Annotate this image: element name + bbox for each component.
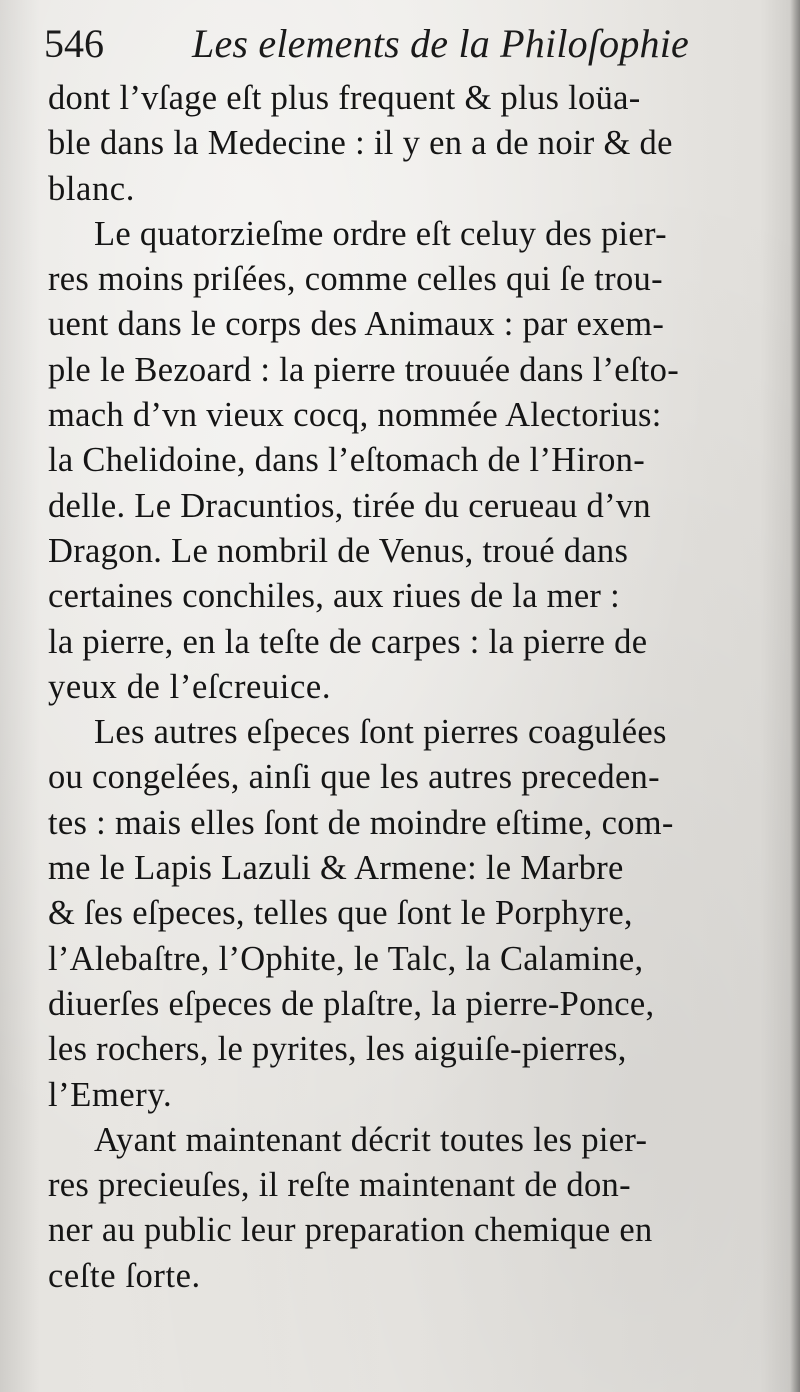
text-line: ou congelées, ainſi que les autres preceden- — [48, 758, 660, 797]
text-line: blanc. — [48, 169, 135, 208]
text-line: uent dans le corps des Animaux : par exem- — [48, 305, 665, 344]
text-line: l’Emery. — [48, 1075, 173, 1114]
text-line: yeux de l’eſcreuice. — [48, 667, 332, 706]
text-line: delle. Le Dracuntios, tirée du cerueau d’vn — [48, 486, 651, 525]
text-line: la pierre, en la teſte de carpes : la pierre de — [48, 622, 648, 661]
text-line: res moins priſées, comme celles qui ſe trou- — [48, 260, 663, 299]
text-line: certaines conchiles, aux riues de la mer : — [48, 577, 621, 616]
text-line: tes : mais elles ſont de moindre eſtime, com- — [48, 803, 674, 842]
page-number: 546 — [44, 21, 104, 66]
text-line: ple le Bezoard : la pierre trouuée dans l’eſto- — [48, 350, 679, 389]
paragraph-start-line: Le quatorzieſme ordre eſt celuy des pier- — [94, 214, 667, 253]
text-line: ner au public leur preparation chemique en — [48, 1211, 653, 1250]
text-line: & ſes eſpeces, telles que ſont le Porphyre, — [48, 894, 633, 933]
text-line: l’Alebaſtre, l’Ophite, le Talc, la Calamine, — [48, 939, 644, 978]
text-line: res precieuſes, il reſte maintenant de don- — [48, 1166, 631, 1205]
text-line: ble dans la Medecine : il y en a de noir & de — [48, 124, 673, 163]
running-title: Les elements de la Philoſophie — [192, 21, 690, 66]
paragraph-start-line: Ayant maintenant décrit toutes les pier- — [94, 1120, 648, 1159]
text-line: me le Lapis Lazuli & Armene: le Marbre — [48, 849, 624, 888]
page-edge-shadow — [790, 0, 800, 1392]
text-line: mach d’vn vieux cocq, nommée Alectorius: — [48, 396, 662, 435]
text-line: diuerſes eſpeces de plaſtre, la pierre-Ponce, — [48, 984, 655, 1023]
text-line: Dragon. Le nombril de Venus, troué dans — [48, 531, 629, 570]
page-header — [44, 18, 764, 78]
text-line: ceſte ſorte. — [48, 1256, 201, 1295]
text-line: la Chelidoine, dans l’eſtomach de l’Hiron- — [48, 441, 646, 480]
body-text — [48, 76, 778, 1299]
paragraph-start-line: Les autres eſpeces ſont pierres coagulées — [94, 713, 667, 752]
text-line: dont l’vſage eſt plus frequent & plus loüa- — [48, 79, 641, 117]
text-line: les rochers, le pyrites, les aiguiſe-pierres, — [48, 1030, 627, 1069]
